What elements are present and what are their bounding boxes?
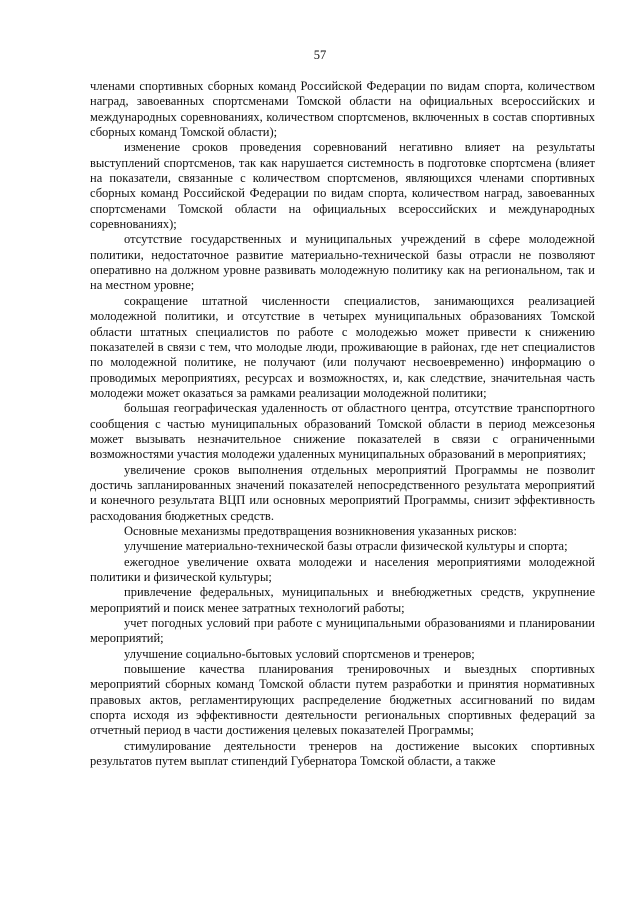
paragraph-continued-sports-teams: членами спортивных сборных команд Российской Федерации по видам спорта, количеством наград, завоеванных спортсменами Томской области на официальных всероссийских и международных соревнованиях, количеством спортсменов, включенных в состав спортивных сборных команд Томской области); (90, 79, 595, 140)
paragraph-mitigation-planning-quality: повышение качества планирования тренировочных и выездных спортивных мероприятий сборных команд Томской области путем разработки и принятия нормативных правовых актов, регламентирующих распределение бюджетных ассигнований по видам спорта исходя из эффективности деятельности региональных спортивных федераций за отчетный период в части достижения целевых показателей Программы; (90, 662, 595, 738)
paragraph-mitigation-living-conditions: улучшение социально-бытовых условий спортсменов и тренеров; (124, 646, 475, 661)
paragraph-mitigation-coach-incentives: стимулирование деятельности тренеров на достижение высоких спортивных результатов путем выплат стипендий Губернатора Томской области, а также (90, 738, 595, 769)
paragraph-deadline-extension-risk: увеличение сроков выполнения отдельных мероприятий Программы не позволит достичь запланированных значений показателей непосредственного результата мероприятий и конечного результата ВЦП или основных мероприятий Программы, снизит эффективность расходования бюджетных средств. (90, 462, 595, 523)
paragraph-mitigation-weather: учет погодных условий при работе с муниципальными образованиями и планировании мероприятий; (90, 616, 595, 646)
paragraph-mitigation-funding: привлечение федеральных, муниципальных и внебюджетных средств, укрупнение мероприятий и поиск менее затратных технологий работы; (90, 585, 595, 615)
paragraph-mitigation-infrastructure: улучшение материально-технической базы отрасли физической культуры и спорта; (124, 539, 568, 554)
paragraph-no-youth-institutions-risk: отсутствие государственных и муниципальных учреждений в сфере молодежной политики, недостаточное развитие материально-технической базы отрасли не позволяют оперативно на должном уровне развивать молодежную политику как на региональном, так и на местном уровне; (90, 232, 595, 293)
paragraph-mitigation-intro: Основные механизмы предотвращения возникновения указанных рисков: (124, 523, 517, 538)
paragraph-mitigation-coverage: ежегодное увеличение охвата молодежи и населения мероприятиями молодежной политики и физической культуры; (90, 554, 595, 584)
body-text (90, 79, 595, 769)
paragraph-competition-schedule-risk: изменение сроков проведения соревнований негативно влияет на результаты выступлений спортсменов, так как нарушается системность в подготовке спортсмена (влияет на показатели, связанные с количеством спортсменов, являющихся членами спортивных сборных команд Российской Федерации по видам спорта, количеством наград, завоеванных спортсменами Томской области на официальных всероссийских и международных соревнованиях); (90, 140, 595, 232)
paragraph-geographic-remoteness-risk: большая географическая удаленность от областного центра, отсутствие транспортного сообщения с частью муниципальных образований Томской области в период межсезонья может вызывать незначительное снижение показателей в связи с ограниченными возможностями участия молодежи удаленных муниципальных образований в мероприятиях; (90, 401, 595, 462)
page-number: 57 (313, 48, 327, 62)
paragraph-staff-reduction-risk: сокращение штатной численности специалистов, занимающихся реализацией молодежной политики, и отсутствие в четырех муниципальных образованиях Томской области штатных специалистов по работе с молодежью может привести к снижению показателей в связи с тем, что молодые люди, проживающие в районах, где нет специалистов по молодежной политике, не получают (или получают несвоевременно) информацию о проводимых мероприятиях, ресурсах и возможностях, и, как следствие, значительная часть молодежи может оказаться за рамками реализации молодежной политики; (90, 293, 595, 400)
